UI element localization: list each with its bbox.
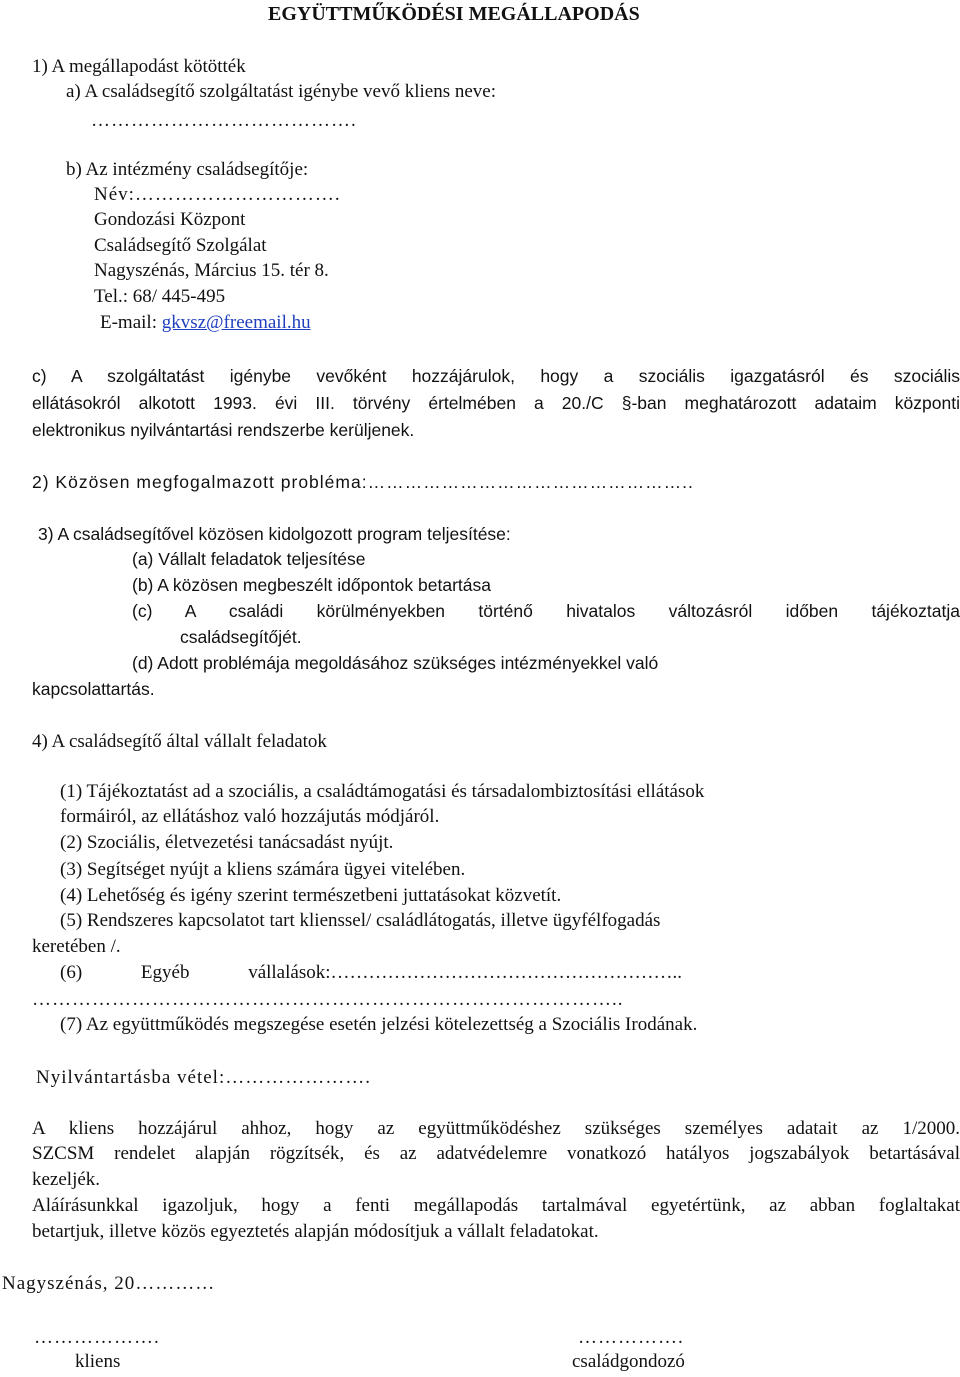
registration-line: Nyilvántartásba vétel:…………………. (36, 1067, 371, 1088)
document-title: EGYÜTTMŰKÖDÉSI MEGÁLLAPODÁS (268, 3, 640, 25)
section3-heading: 3) A családsegítővel közösen kidolgozott program teljesítése: (38, 524, 511, 544)
consent-line-5: betartjuk, illetve közös egyeztetés alapján módosítjuk a vállalt feladatokat. (32, 1221, 599, 1242)
section4-heading: 4) A családsegítő által vállalt feladatok (32, 731, 327, 752)
section4-item-3: (3) Segítséget nyújt a kliens számára ügyei vitelében. (60, 859, 466, 880)
org-email-row (100, 312, 311, 334)
consent-line-2: SZCSM rendelet alapján rögzítsék, és az adatvédelemre vonatkozó hatályos jogszabályok betartásával (32, 1143, 960, 1164)
section4-item-6-continuation: …………………………………………………………………………….. (32, 989, 624, 1010)
worker-signature-label: családgondozó (572, 1351, 685, 1372)
consent-line-3: kezeljék. (32, 1169, 101, 1190)
client-signature-label: kliens (75, 1351, 121, 1372)
consent-c-line-2: ellátásokról alkotott 1993. évi III. törvény értelmében a 20./C §-ban meghatározott adataim központi (32, 393, 960, 413)
section4-item-5-line-1: (5) Rendszeres kapcsolatot tart klienssel/ családlátogatás, illetve ügyfélfogadás (60, 910, 661, 931)
org-phone: Tel.: 68/ 445-495 (94, 286, 226, 307)
section4-item-1-line-2: formáiról, az ellátáshoz való hozzájutás módjáról. (60, 806, 440, 827)
client-name-label: a) A családsegítő szolgáltatást igénybe vevő kliens neve: (66, 81, 497, 102)
section4-item-2: (2) Szociális, életvezetési tanácsadást nyújt. (60, 832, 394, 853)
consent-c-line-1: c) A szolgáltatást igénybe vevőként hozzájárulok, hogy a szociális igazgatásról és szociális (32, 366, 960, 386)
org-line-2: Családsegítő Szolgálat (94, 235, 267, 256)
section3-item-c-line-1: (c) A családi körülményekben történő hivatalos változásról időben tájékoztatja (132, 601, 960, 621)
section3-item-d-line-1: (d) Adott problémája megoldásához szükséges intézményekkel való (132, 653, 659, 673)
section3-item-d-line-2: kapcsolattartás. (32, 679, 155, 699)
client-name-blank: …………………………………. (91, 110, 357, 131)
consent-line-1: A kliens hozzájárul ahhoz, hogy az együttműködéshez szükséges személyes adatait az 1/2000. (32, 1118, 960, 1139)
family-helper-label: b) Az intézmény családsegítője: (66, 159, 309, 180)
email-link[interactable]: gkvsz@freemail.hu (161, 312, 311, 333)
email-label: E-mail: (100, 312, 162, 333)
section4-item-4: (4) Lehetőség és igény szerint természetbeni juttatásokat közvetít. (60, 885, 562, 906)
section4-item-7: (7) Az együttműködés megszegése esetén jelzési kötelezettség a Szociális Irodának. (60, 1014, 698, 1035)
section2-heading: 2) Közösen megfogalmazott probléma:…………………………………………….. (32, 472, 694, 492)
section4-item-1-line-1: (1) Tájékoztatást ad a szociális, a családtámogatási és társadalombiztosítási ellátások (60, 781, 705, 802)
client-signature-line: ………………. (34, 1327, 160, 1348)
consent-c-line-3: elektronikus nyilvántartási rendszerbe kerüljenek. (32, 420, 415, 440)
section3-item-a: (a) Vállalt feladatok teljesítése (132, 549, 366, 569)
section3-item-c-line-2: családsegítőjét. (180, 627, 302, 647)
helper-name-line: Név:…………………………. (94, 184, 341, 205)
section4-item-6: (6) Egyéb vállalások:……………………………………………….. (60, 962, 683, 983)
place-date-line: Nagyszénás, 20………… (2, 1273, 216, 1294)
section3-item-b: (b) A közösen megbeszélt időpontok betartása (132, 575, 491, 595)
section1-heading: 1) A megállapodást kötötték (32, 56, 246, 77)
consent-line-4: Aláírásunkkal igazoljuk, hogy a fenti megállapodás tartalmával egyetértünk, az abban foglaltakat (32, 1195, 960, 1216)
org-line-1: Gondozási Központ (94, 209, 246, 230)
org-address: Nagyszénás, Március 15. tér 8. (94, 260, 329, 281)
worker-signature-line: ……………. (578, 1327, 684, 1348)
section4-item-5-line-2: keretében /. (32, 936, 121, 957)
